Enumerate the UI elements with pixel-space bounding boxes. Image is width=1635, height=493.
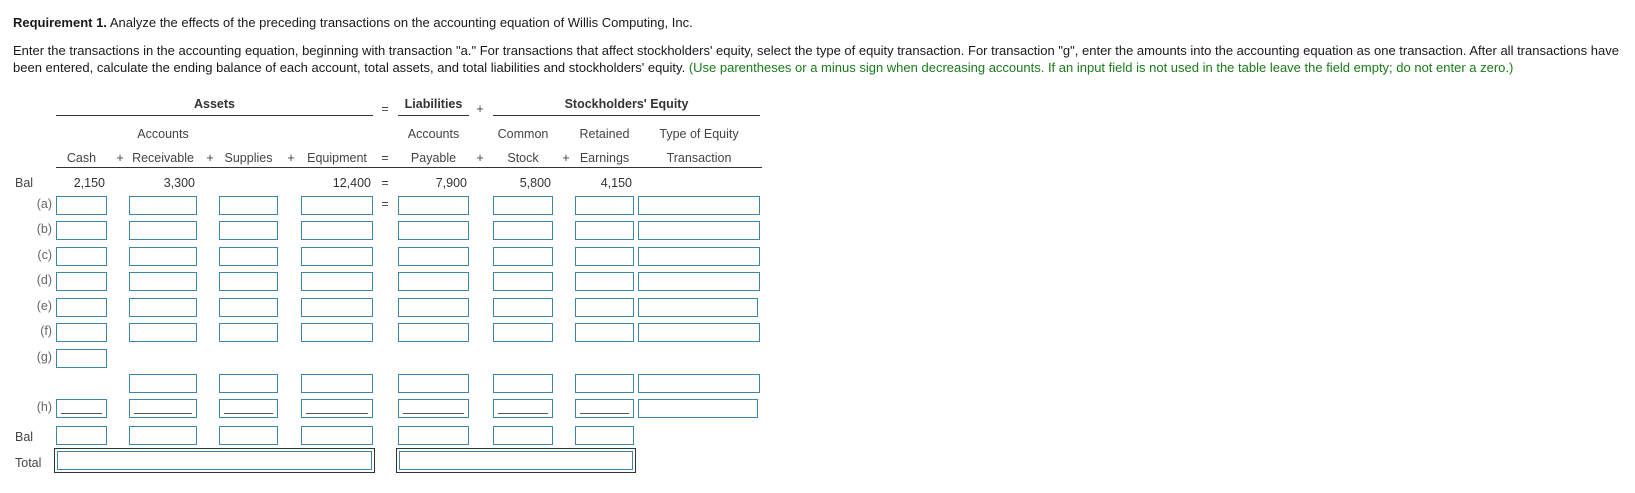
input-equity-type[interactable]	[638, 298, 758, 317]
ending-equipment[interactable]	[301, 426, 373, 445]
input-equipment[interactable]	[301, 323, 373, 342]
instructions	[13, 42, 1623, 76]
equity-underline	[493, 115, 760, 116]
input-re[interactable]	[575, 247, 634, 266]
input-supplies[interactable]	[219, 196, 278, 215]
ending-balance-label: Bal	[15, 430, 34, 444]
input-g-cont-cs[interactable]	[493, 374, 553, 393]
beginning-balance-label: Bal	[15, 176, 34, 190]
col-cash-header-line2: Cash	[66, 151, 97, 165]
input-re[interactable]	[575, 323, 634, 342]
input-equity-type[interactable]	[638, 221, 760, 240]
row-label: (b)	[36, 222, 52, 236]
beginning-cash: 2,150	[73, 176, 105, 190]
input-ap[interactable]	[398, 298, 469, 317]
row-label: (a)	[36, 197, 52, 211]
input-cs[interactable]	[493, 399, 553, 418]
col-type-header-line1: Type of Equity	[659, 127, 739, 141]
header-operator: +	[287, 151, 295, 165]
input-cs[interactable]	[493, 298, 553, 317]
row-a-equals: =	[381, 197, 389, 211]
beginning-equipment: 12,400	[332, 176, 371, 190]
input-equity-type[interactable]	[638, 272, 760, 291]
col-ar-header-line2: Receivable	[132, 151, 194, 165]
equity-header: Stockholders' Equity	[564, 97, 689, 111]
assets-header: Assets	[194, 97, 235, 111]
input-equipment[interactable]	[301, 196, 373, 215]
input-ar[interactable]	[129, 298, 197, 317]
ending-supplies[interactable]	[219, 426, 278, 445]
col-cs-header-line1: Common	[497, 127, 549, 141]
input-equity-type[interactable]	[638, 247, 760, 266]
input-cs[interactable]	[493, 221, 553, 240]
input-cs[interactable]	[493, 323, 553, 342]
input-ap[interactable]	[398, 247, 469, 266]
col-equipment-header-line2: Equipment	[307, 151, 367, 165]
input-g-cont-supplies[interactable]	[219, 374, 278, 393]
input-supplies[interactable]	[219, 323, 278, 342]
beginning-equals: =	[381, 176, 389, 190]
input-ar[interactable]	[129, 221, 197, 240]
input-g-cont-ar[interactable]	[129, 374, 197, 393]
input-re[interactable]	[575, 196, 634, 215]
input-cash[interactable]	[56, 272, 107, 291]
input-cash[interactable]	[56, 196, 107, 215]
input-supplies[interactable]	[219, 298, 278, 317]
ending-ap[interactable]	[398, 426, 469, 445]
input-cash[interactable]	[56, 349, 107, 368]
input-g-cont-re[interactable]	[575, 374, 634, 393]
row-label: (e)	[36, 299, 52, 313]
input-cash[interactable]	[56, 221, 107, 240]
col-ap-header-line1: Accounts	[407, 127, 460, 141]
input-equipment[interactable]	[301, 272, 373, 291]
total-assets-input[interactable]	[57, 451, 372, 470]
input-cash[interactable]	[56, 247, 107, 266]
input-ar[interactable]	[129, 272, 197, 291]
row-label: (g)	[36, 350, 52, 364]
input-ar[interactable]	[129, 323, 197, 342]
total-liabilities-equity-input[interactable]	[399, 451, 633, 470]
ending-ar[interactable]	[129, 426, 197, 445]
input-g-cont-ap[interactable]	[398, 374, 469, 393]
input-g-cont-equipment[interactable]	[301, 374, 373, 393]
input-cash[interactable]	[56, 298, 107, 317]
input-cash[interactable]	[56, 399, 107, 418]
input-ap[interactable]	[398, 196, 469, 215]
header-underline	[56, 167, 762, 168]
col-ar-header-line1: Accounts	[137, 127, 189, 141]
beginning-ap: 7,900	[435, 176, 467, 190]
input-ar[interactable]	[129, 196, 197, 215]
col-re-header-line1: Retained	[579, 127, 630, 141]
ending-re[interactable]	[575, 426, 634, 445]
total-liabilities-equity-field[interactable]	[396, 448, 636, 473]
row-label: (c)	[37, 248, 52, 262]
input-ar[interactable]	[129, 247, 197, 266]
input-re[interactable]	[575, 272, 634, 291]
instructions-text: Enter the transactions in the accounting equation, beginning with transaction "a." For transactions that affect stockholders' equity, select the type of equity transaction. For transaction "g", enter the amounts into the accounting equation as one transaction. After all transactions have been entered, calculate the ending balance of each account, total assets, and total liabilities and stockholders' equity.	[13, 43, 1619, 75]
col-ap-header-line2: Payable	[410, 151, 457, 165]
liabilities-underline	[398, 115, 469, 116]
instructions-note: (Use parentheses or a minus sign when decreasing accounts. If an input field is not used in the table leave the field empty; do not enter a zero.)	[688, 60, 1514, 75]
header-operator: +	[116, 151, 124, 165]
header-plus: +	[476, 102, 484, 116]
input-equipment[interactable]	[301, 399, 373, 418]
input-cs[interactable]	[493, 247, 553, 266]
header-operator: +	[206, 151, 214, 165]
beginning-re: 4,150	[600, 176, 632, 190]
input-equity-type[interactable]	[638, 374, 760, 393]
row-label: (h)	[36, 400, 52, 414]
beginning-cs: 5,800	[519, 176, 551, 190]
input-ap[interactable]	[398, 399, 469, 418]
col-cs-header-line2: Stock	[507, 151, 539, 165]
requirement-label: Requirement 1.	[13, 15, 107, 30]
col-supplies-header-line2: Supplies	[224, 151, 273, 165]
col-type-header-line2: Transaction	[666, 151, 732, 165]
input-ar[interactable]	[129, 399, 197, 418]
input-supplies[interactable]	[219, 399, 278, 418]
input-equipment[interactable]	[301, 221, 373, 240]
input-equipment[interactable]	[301, 247, 373, 266]
input-ap[interactable]	[398, 221, 469, 240]
requirement-text: Analyze the effects of the preceding transactions on the accounting equation of Willis Computing, Inc.	[109, 15, 693, 30]
header-operator: +	[476, 151, 484, 165]
header-operator: +	[562, 151, 570, 165]
total-label: Total	[15, 456, 42, 470]
input-equity-type[interactable]	[638, 196, 760, 215]
input-supplies[interactable]	[219, 247, 278, 266]
input-ap[interactable]	[398, 272, 469, 291]
ending-cs[interactable]	[493, 426, 553, 445]
input-supplies[interactable]	[219, 221, 278, 240]
col-re-header-line2: Earnings	[579, 151, 630, 165]
input-equity-type[interactable]	[638, 323, 760, 342]
requirement-heading	[13, 14, 693, 31]
input-re[interactable]	[575, 298, 634, 317]
input-re[interactable]	[575, 221, 634, 240]
beginning-ar: 3,300	[163, 176, 195, 190]
row-label: (f)	[40, 324, 52, 338]
liabilities-header: Liabilities	[404, 97, 463, 111]
header-operator: =	[381, 151, 389, 165]
input-equipment[interactable]	[301, 298, 373, 317]
input-supplies[interactable]	[219, 272, 278, 291]
input-cs[interactable]	[493, 196, 553, 215]
ending-cash[interactable]	[56, 426, 107, 445]
input-ap[interactable]	[398, 323, 469, 342]
assets-underline	[56, 115, 373, 116]
header-equals: =	[381, 102, 389, 116]
total-assets-field[interactable]	[54, 448, 375, 473]
input-equity-type[interactable]	[638, 399, 758, 418]
input-cs[interactable]	[493, 272, 553, 291]
row-label: (d)	[36, 273, 52, 287]
input-re[interactable]	[575, 399, 634, 418]
input-cash[interactable]	[56, 323, 107, 342]
